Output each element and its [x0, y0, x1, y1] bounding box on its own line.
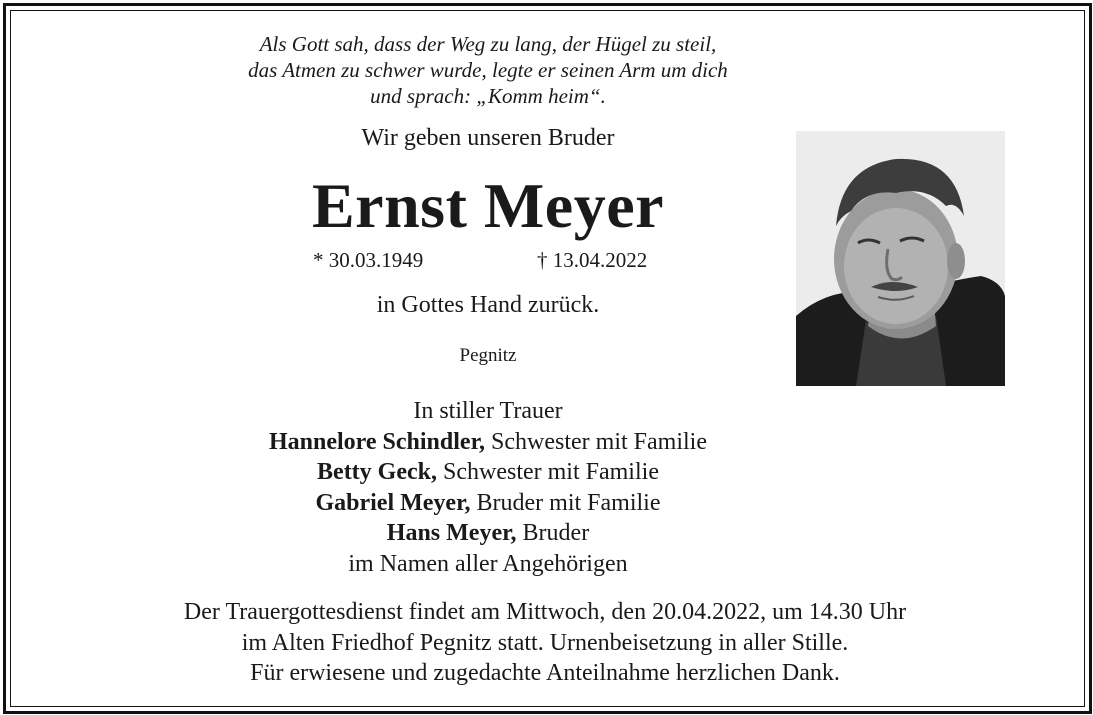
mourner-relation: Schwester mit Familie [437, 459, 659, 485]
mourners-closing: im Namen aller Angehörigen [348, 550, 628, 577]
service-line: Für erwiesene und zugedachte Anteilnahme herzlichen Dank. [250, 660, 840, 686]
service-info [60, 597, 1030, 689]
birth-date: * 30.03.1949 [313, 248, 424, 272]
mourner-line [150, 427, 826, 458]
intro-text: Wir geben unseren Bruder [361, 125, 615, 151]
death-date: † 13.04.2022 [537, 248, 648, 272]
mourner-relation: Bruder mit Familie [470, 489, 661, 516]
mourner-line [150, 488, 826, 519]
poem-line: Als Gott sah, dass der Weg zu lang, der Hügel zu steil, [259, 32, 717, 56]
mourner-name: Gabriel Meyer, [315, 489, 471, 516]
return-text: in Gottes Hand zurück. [376, 292, 600, 318]
place-name: Pegnitz [459, 345, 517, 366]
mourner-name: Hannelore Schindler, [268, 428, 486, 455]
portrait-photo [796, 131, 1005, 386]
poem-line: und sprach: „Komm heim“. [370, 84, 606, 108]
mourner-name: Betty Geck, [317, 459, 437, 485]
mourner-line [150, 518, 826, 549]
mourner-line [150, 457, 826, 488]
mourner-name: Hans Meyer, [386, 520, 517, 546]
mourners-block [150, 396, 826, 579]
portrait-image [796, 131, 1005, 386]
mourner-relation: Bruder [516, 520, 590, 546]
poem [190, 31, 786, 109]
poem-line: das Atmen zu schwer wurde, legte er seinen Arm um dich [248, 58, 728, 82]
mourner-relation: Schwester mit Familie [485, 428, 707, 455]
service-line: im Alten Friedhof Pegnitz statt. Urnenbeisetzung in aller Stille. [241, 629, 849, 656]
deceased-name: Ernst Meyer [311, 170, 665, 241]
service-line: Der Trauergottesdienst findet am Mittwoch, den 20.04.2022, um 14.30 Uhr [183, 599, 907, 625]
mourners-heading: In stiller Trauer [413, 398, 563, 424]
